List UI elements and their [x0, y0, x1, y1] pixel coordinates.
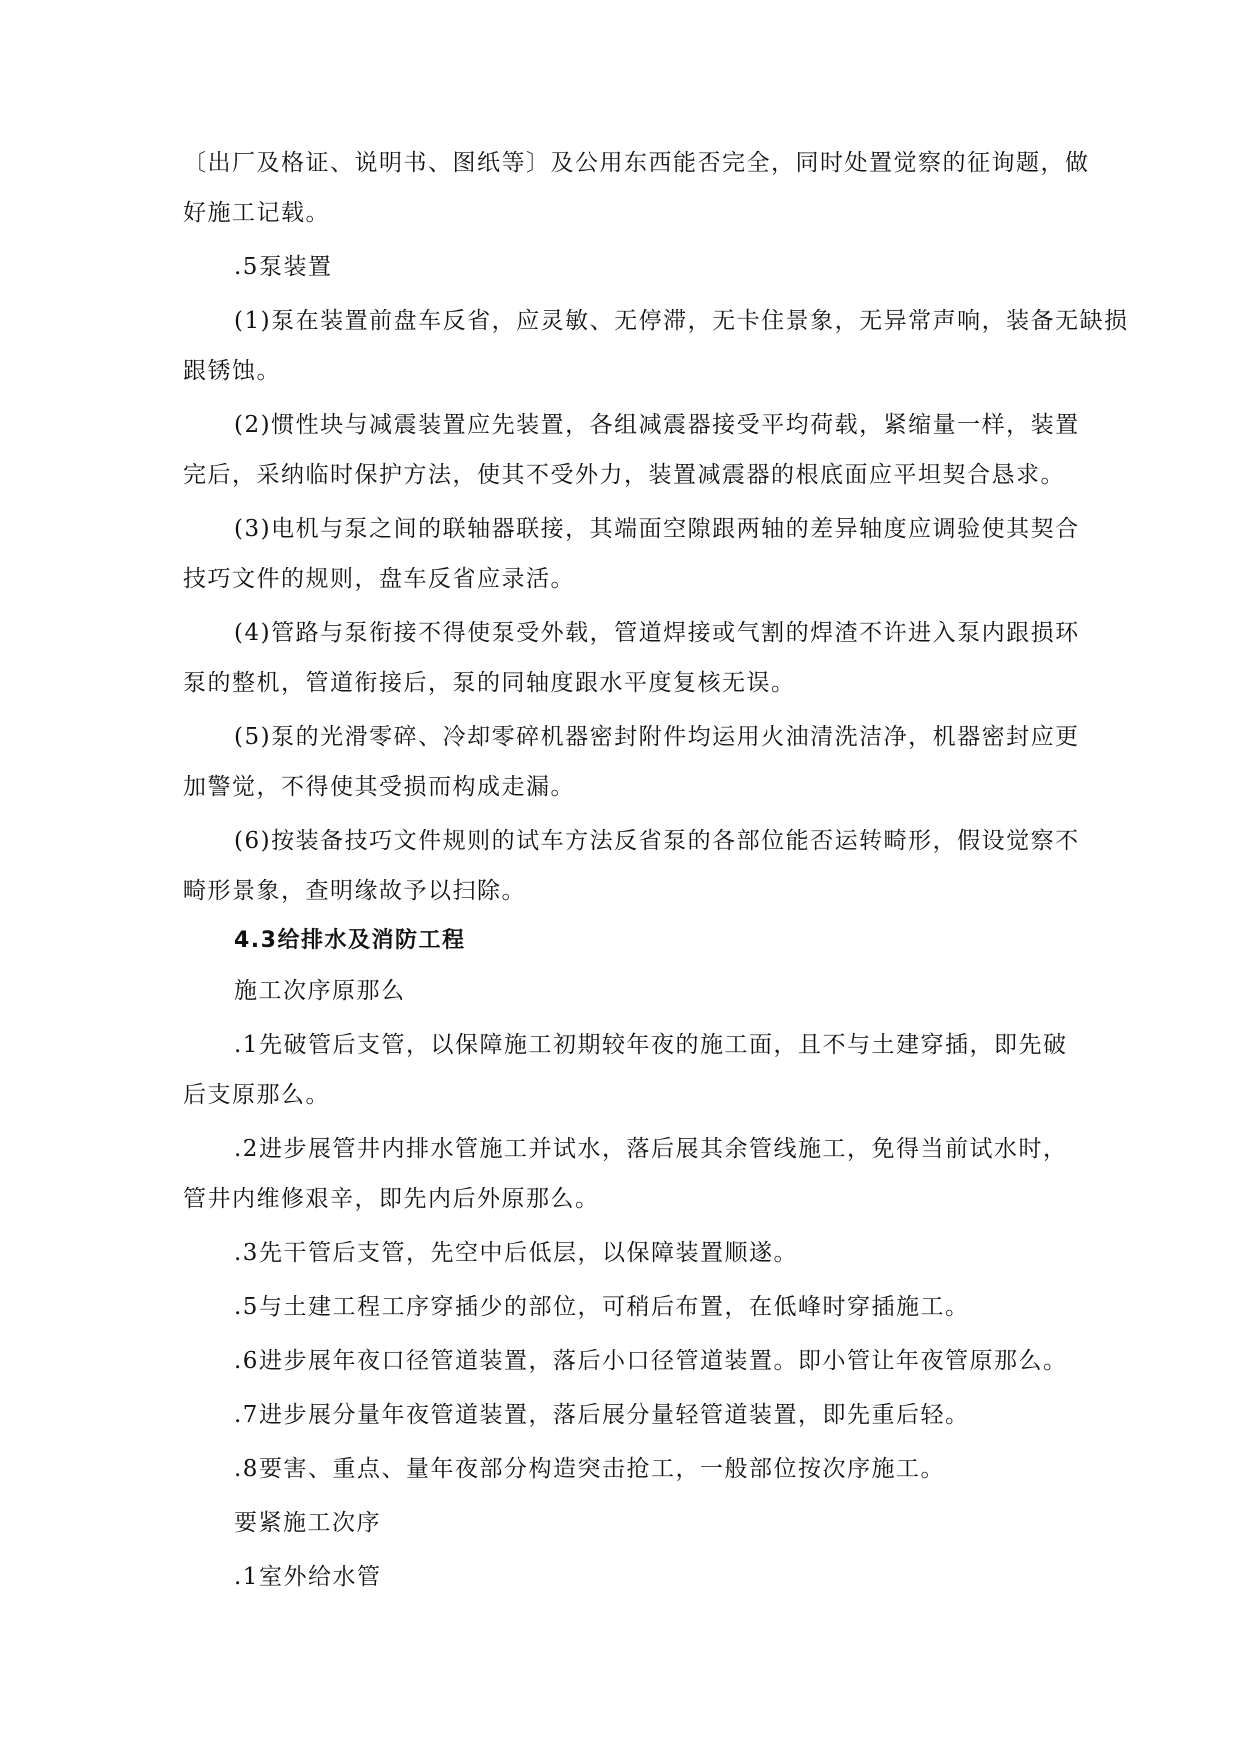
paragraph-line: 〔出厂及格证、说明书、图纸等〕及公用东西能否完全，同时处置觉察的征询题，做 — [183, 150, 1090, 176]
subsection-title: 要紧施工次序 — [234, 1510, 381, 1536]
paragraph-line: 后支原那么。 — [183, 1082, 330, 1108]
paragraph-line: 好施工记载。 — [183, 200, 330, 226]
document-body — [183, 138, 1143, 1602]
paragraph-line: .2进步展管井内排水管施工并试水，落后展其余管线施工，免得当前试水时， — [234, 1136, 1068, 1162]
paragraph-line: (1)泵在装置前盘车反省，应灵敏、无停滞，无卡住景象，无异常声响，装备无缺损 — [234, 308, 1129, 334]
paragraph-line: (5)泵的光滑零碎、冷却零碎机器密封附件均运用火油清洗洁净，机器密封应更 — [234, 724, 1080, 750]
paragraph-line: 泵的整机，管道衔接后，泵的同轴度跟水平度复核无误。 — [183, 670, 796, 696]
paragraph-line: .1先破管后支管，以保障施工初期较年夜的施工面，且不与土建穿插，即先破 — [234, 1032, 1068, 1058]
subsection-title: 施工次序原那么 — [234, 978, 406, 1004]
paragraph-line: 管井内维修艰辛，即先内后外原那么。 — [183, 1186, 600, 1212]
paragraph-line: 畸形景象，查明缘故予以扫除。 — [183, 878, 526, 904]
section-title-pump-install: .5泵装置 — [234, 254, 333, 280]
paragraph-line: .6进步展年夜口径管道装置，落后小口径管道装置。即小管让年夜管原那么。 — [234, 1348, 1068, 1374]
paragraph-line: 加警觉，不得使其受损而构成走漏。 — [183, 774, 575, 800]
paragraph-line: .3先干管后支管，先空中后低层，以保障装置顺遂。 — [234, 1240, 798, 1266]
paragraph-line: .8要害、重点、量年夜部分构造突击抢工，一般部位按次序施工。 — [234, 1456, 945, 1482]
paragraph-line: .7进步展分量年夜管道装置，落后展分量轻管道装置，即先重后轻。 — [234, 1402, 970, 1428]
paragraph-line: (6)按装备技巧文件规则的试车方法反省泵的各部位能否运转畸形，假设觉察不 — [234, 828, 1080, 854]
section-heading: 4.3给排水及消防工程 — [234, 928, 466, 953]
paragraph-line: .5与土建工程工序穿插少的部位，可稍后布置，在低峰时穿插施工。 — [234, 1294, 970, 1320]
paragraph-line: 跟锈蚀。 — [183, 358, 281, 384]
paragraph-line: (4)管路与泵衔接不得使泵受外载，管道焊接或气割的焊渣不许进入泵内跟损环 — [234, 620, 1080, 646]
paragraph-line: .1室外给水管 — [234, 1564, 382, 1590]
paragraph-line: (3)电机与泵之间的联轴器联接，其端面空隙跟两轴的差异轴度应调验使其契合 — [234, 516, 1080, 542]
paragraph-line: 技巧文件的规则，盘车反省应录活。 — [183, 566, 575, 592]
paragraph-line: (2)惯性块与减震装置应先装置，各组减震器接受平均荷载，紧缩量一样，装置 — [234, 412, 1080, 438]
paragraph-line: 完后，采纳临时保护方法，使其不受外力，装置减震器的根底面应平坦契合恳求。 — [183, 462, 1065, 488]
